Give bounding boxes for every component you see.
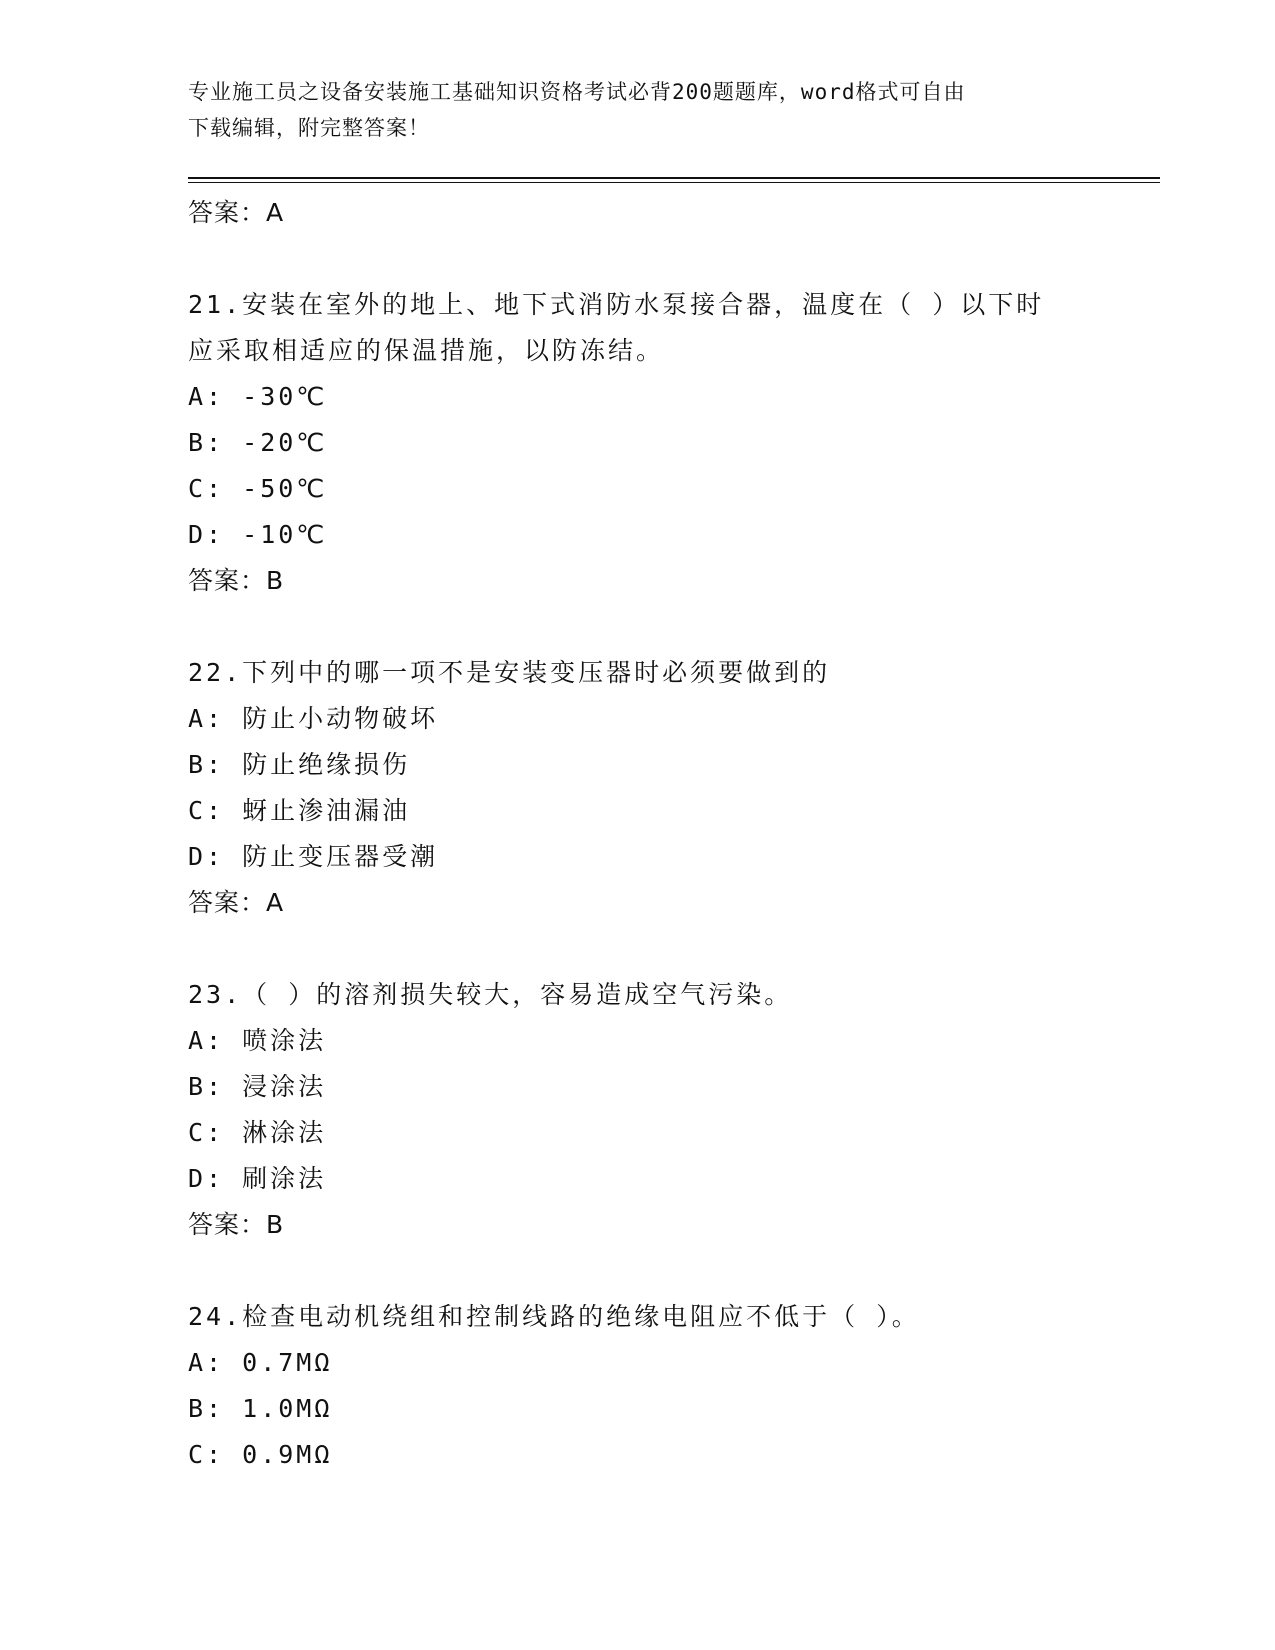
option-c: C: 淋涂法 (188, 1118, 327, 1147)
question-stem: 23.（ ）的溶剂损失较大，容易造成空气污染。 (188, 980, 793, 1009)
previous-answer: 答案：A (188, 198, 285, 227)
option-b: B: -20℃ (188, 428, 328, 457)
option-c: C: -50℃ (188, 474, 328, 503)
question-23 (188, 972, 1088, 1248)
answer: 答案：B (188, 1210, 285, 1239)
question-stem: 21.安装在室外的地上、地下式消防水泵接合器，温度在（ ）以下时 (188, 290, 1045, 319)
answer: 答案：B (188, 566, 285, 595)
option-a: A: 喷涂法 (188, 1026, 327, 1055)
question-stem: 24.检查电动机绕组和控制线路的绝缘电阻应不低于（ ）。 (188, 1302, 920, 1331)
header-line-2: 下载编辑，附完整答案！ (188, 116, 430, 140)
spacer (188, 604, 1088, 650)
option-c: C: 0.9MΩ (188, 1440, 333, 1469)
option-a: A: 防止小动物破坏 (188, 704, 439, 733)
option-d: D: 刷涂法 (188, 1164, 327, 1193)
header-divider (188, 177, 1160, 179)
question-stem: 22.下列中的哪一项不是安装变压器时必须要做到的 (188, 658, 831, 687)
option-b: B: 浸涂法 (188, 1072, 327, 1101)
option-d: D: -10℃ (188, 520, 328, 549)
option-a: A: -30℃ (188, 382, 328, 411)
question-21 (188, 282, 1088, 604)
header-line-1: 专业施工员之设备安装施工基础知识资格考试必背200题题库，word格式可自由 (188, 80, 966, 104)
document-header (188, 74, 1088, 146)
option-b: B: 1.0MΩ (188, 1394, 333, 1423)
question-list (188, 190, 1088, 1478)
option-a: A: 0.7MΩ (188, 1348, 333, 1377)
question-stem-continued: 应采取相适应的保温措施，以防冻结。 (188, 336, 665, 365)
answer: 答案：A (188, 888, 285, 917)
option-c: C: 蚜止渗油漏油 (188, 796, 411, 825)
header-divider-thin (188, 182, 1160, 183)
spacer (188, 926, 1088, 972)
spacer (188, 1248, 1088, 1294)
option-d: D: 防止变压器受潮 (188, 842, 439, 871)
question-24 (188, 1294, 1088, 1478)
question-22 (188, 650, 1088, 926)
option-b: B: 防止绝缘损伤 (188, 750, 411, 779)
